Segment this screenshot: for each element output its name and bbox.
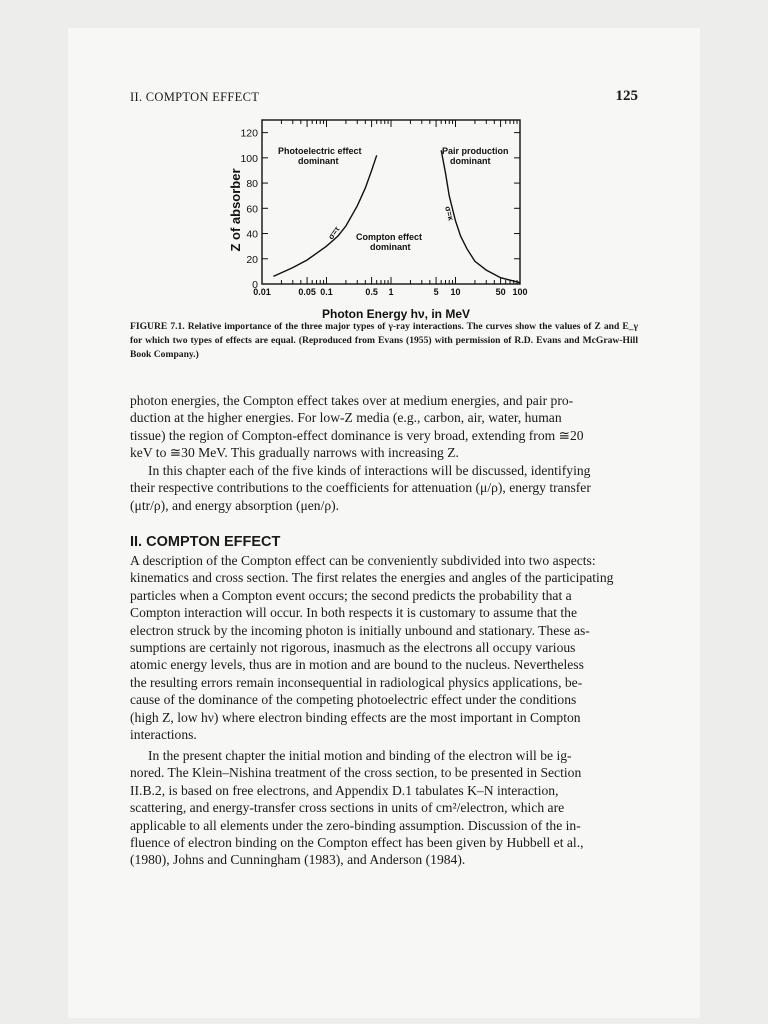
caption-label: FIGURE 7.1. [130, 321, 185, 332]
line: (high Z, low hν) where electron binding effects are the most important in Compton [130, 709, 581, 725]
label-compton-2: dominant [370, 242, 411, 252]
y-tick-label: 20 [246, 253, 258, 266]
label-photoelectric-2: dominant [298, 156, 339, 166]
line: (μtr/ρ), and energy absorption (μen/ρ). [130, 497, 340, 513]
line: cause of the dominance of the competing photoelectric effect under the conditions [130, 692, 577, 708]
plot-frame [262, 120, 520, 284]
interaction-chart [228, 112, 548, 322]
line: electron struck by the incoming photon is initially unbound and stationary. These as- [130, 622, 590, 638]
line: atomic energy levels, thus are in motion and are bound to the nucleus. Nevertheless [130, 657, 584, 673]
line: photon energies, the Compton effect takes over at medium energies, and pair pro- [130, 393, 574, 408]
line: interactions. [130, 727, 197, 743]
x-tick-label: 50 [495, 287, 506, 297]
y-tick-label: 60 [246, 203, 258, 216]
section-heading: II. COMPTON EFFECT [130, 534, 281, 550]
paragraph-2 [130, 462, 638, 514]
line: A description of the Compton effect can be conveniently subdivided into two aspects: [130, 553, 596, 568]
y-tick-label: 0 [252, 279, 258, 291]
figure-caption [130, 320, 638, 362]
line: the resulting errors remain inconsequential in radiological physics applications, be- [130, 674, 583, 690]
label-curve-right: σ=κ [443, 205, 456, 222]
paragraph-1 [130, 392, 638, 462]
x-tick-label: 5 [433, 287, 439, 297]
label-curve-left: σ=τ [326, 224, 342, 242]
y-tick-label: 80 [246, 178, 258, 191]
x-tick-label: 0.1 [320, 287, 333, 297]
label-photoelectric-1: Photoelectric effect [278, 146, 362, 156]
y-axis-label: Z of absorber [228, 168, 243, 252]
y-tick-label: 40 [246, 228, 258, 241]
x-tick-label: 0.01 [253, 287, 271, 297]
x-tick-label: 100 [512, 287, 528, 297]
label-compton-1: Compton effect [356, 232, 422, 242]
figure-7-1 [228, 112, 548, 322]
line: In the present chapter the initial motion and binding of the electron will be ig- [148, 748, 572, 763]
line: duction at the higher energies. For low-Z media (e.g., carbon, air, water, human [130, 410, 562, 426]
line: scattering, and energy-transfer cross sections in units of cm²/electron, which are [130, 800, 565, 816]
line: tissue) the region of Compton-effect dominance is very broad, extending from ≅20 [130, 427, 584, 443]
paragraph-3 [130, 552, 638, 743]
line: keV to ≅30 MeV. This gradually narrows with increasing Z. [130, 445, 459, 461]
label-pair-2: dominant [450, 156, 491, 166]
line: (1980), Johns and Cunningham (1983), and Anderson (1984). [130, 852, 466, 868]
x-axis-label: Photon Energy hν, in MeV [321, 307, 471, 321]
line: fluence of electron binding on the Compton effect has been given by Hubbell et al., [130, 835, 584, 851]
caption-text: Relative importance of the three major types of γ-ray interactions. The curves show the values of Z and E_γ for which two types of effects are equal. (Reproduced from Evans (1955) with permission of R.D. Evans and McGraw-Hill Book Company.) [130, 321, 639, 360]
running-head [130, 90, 638, 105]
line: kinematics and cross section. The first relates the energies and angles of the participating [130, 570, 614, 586]
line: In this chapter each of the five kinds of interactions will be discussed, identifying [148, 463, 591, 478]
line: nored. The Klein–Nishina treatment of the cross section, to be presented in Section [130, 765, 582, 781]
y-tick-label: 100 [240, 152, 258, 165]
line: particles when a Compton event occurs; the second predicts the probability that a [130, 587, 572, 603]
page-number: 125 [615, 88, 638, 104]
line: their respective contributions to the coefficients for attenuation (μ/ρ), energy transfer [130, 480, 591, 496]
line: sumptions are certainly not rigorous, inasmuch as the electrons all occupy various [130, 640, 576, 656]
x-tick-label: 1 [388, 287, 394, 297]
line: Compton interaction will occur. In both respects it is customary to assume that the [130, 605, 577, 621]
line: applicable to all elements under the zero-binding assumption. Discussion of the in- [130, 817, 581, 833]
label-pair-1: Pair production [442, 146, 509, 156]
y-tick-label: 120 [240, 127, 258, 140]
x-tick-label: 0.5 [365, 287, 378, 297]
x-tick-label: 10 [450, 287, 461, 297]
line: II.B.2, is based on free electrons, and Appendix D.1 tabulates K–N interaction, [130, 782, 559, 798]
x-tick-label: 0.05 [298, 287, 316, 297]
curve-sigma-tau [273, 155, 376, 276]
paragraph-4 [130, 747, 638, 869]
section-title: II. COMPTON EFFECT [130, 90, 260, 104]
